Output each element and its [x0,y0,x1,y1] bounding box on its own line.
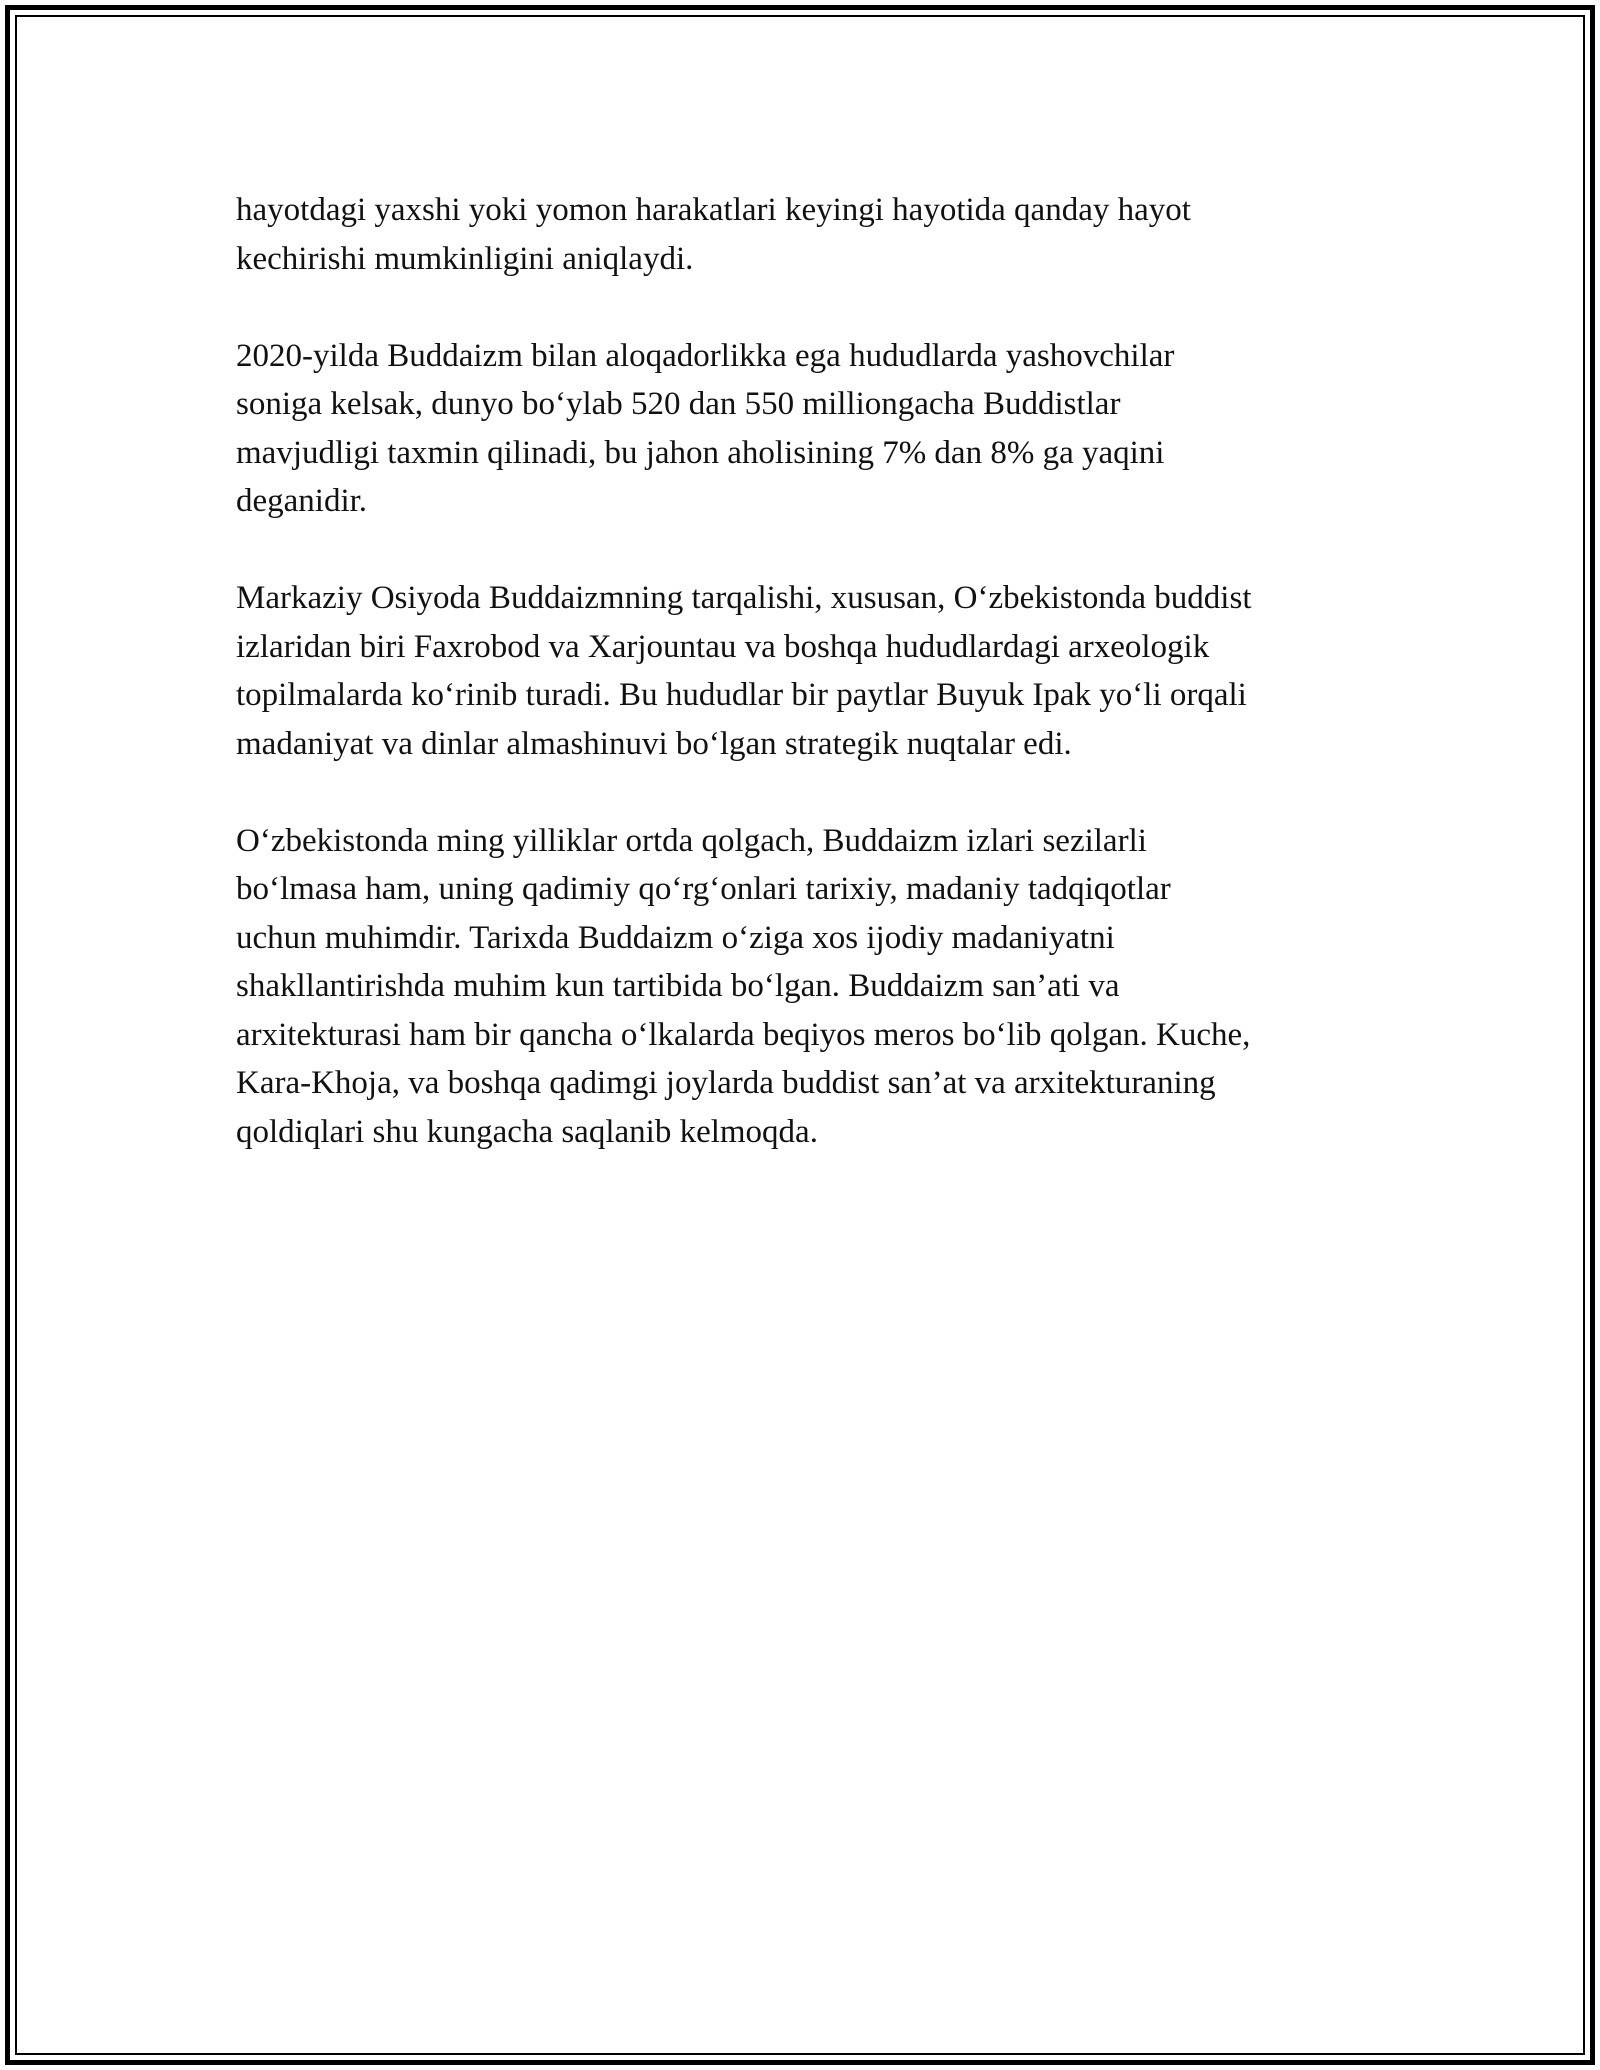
document-body [236,186,1386,1205]
paragraph-4: O‘zbekistonda ming yilliklar ortda qolgach, Buddaizm izlari sezilarli bo‘lmasa ham, uning qadimiy qo‘rg‘onlari tarixiy, madaniy tadqiqotlar uchun muhimdir. Tarixda Buddaizm o‘ziga xos ijodiy madaniyatni shakllantirishda muhim kun tartibida bo‘lgan. Buddaizm san’ati va arxitekturasi ham bir qancha o‘lkalarda beqiyos meros bo‘lib qolgan. Kuche, Kara-Khoja, va boshqa qadimgi joylarda buddist san’at va arxitekturaning qoldiqlari shu kungacha saqlanib kelmoqda. [236,822,1251,1150]
paragraph-2: 2020-yilda Buddaizm bilan aloqadorlikka ega hududlarda yashovchilar soniga kelsak, dunyo bo‘ylab 520 dan 550 milliongacha Buddistlar mavjudligi taxmin qilinadi, bu jahon aholisining 7% dan 8% ga yaqini deganidir. [236,337,1175,519]
paragraph-1: hayotdagi yaxshi yoki yomon harakatlari keyingi hayotida qanday hayot kechirishi mumkinligini aniqlaydi. [236,192,1191,277]
paragraph-3: Markaziy Osiyoda Buddaizmning tarqalishi, xususan, O‘zbekistonda buddist izlaridan biri Faxrobod va Xarjountau va boshqa hududlardagi arxeologik topilmalarda ko‘rinib turadi. Bu hududlar bir paytlar Buyuk Ipak yo‘li orqali madaniyat va dinlar almashinuvi bo‘lgan strategik nuqtalar edi. [236,580,1252,762]
